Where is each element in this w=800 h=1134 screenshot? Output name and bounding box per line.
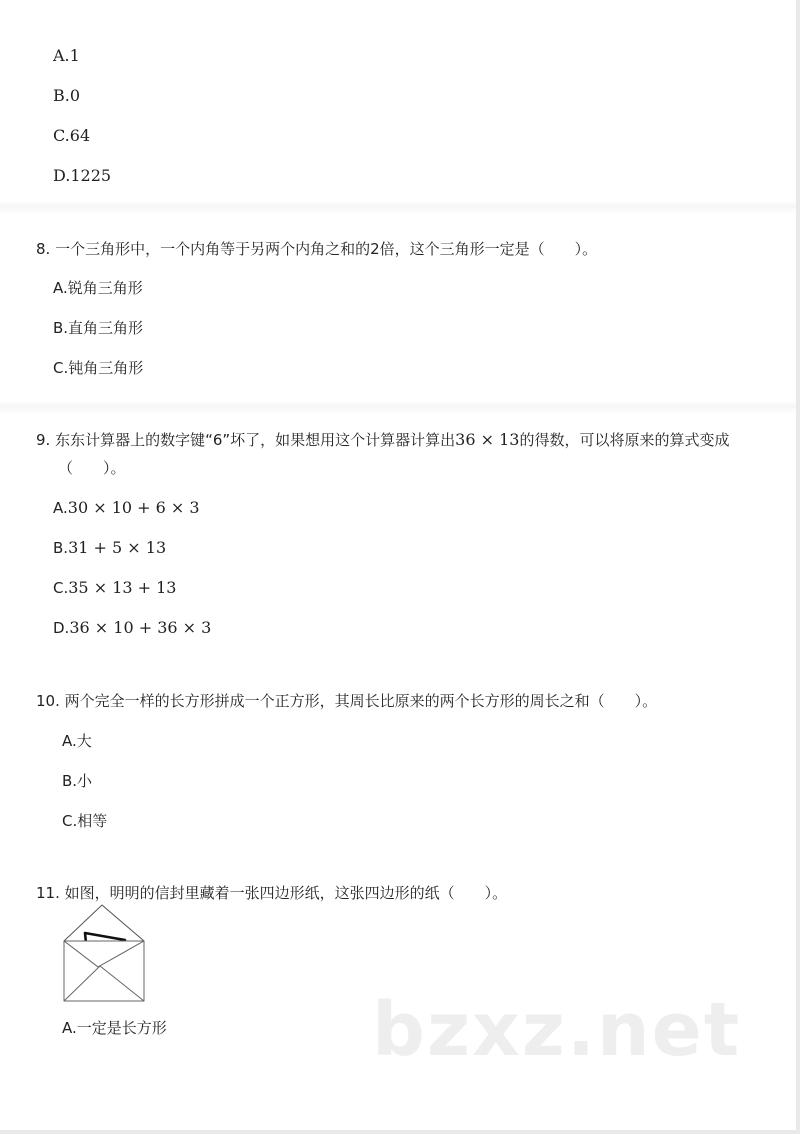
q9-option-math: 30 × 10 + 6 × 3	[67, 498, 200, 517]
watermark-text: bzxz.net	[372, 987, 742, 1073]
q9-option-letter: D.	[53, 619, 70, 637]
q9-option-math: 31 + 5 × 13	[68, 538, 167, 557]
q10-stem: 10. 两个完全一样的长方形拼成一个正方形，其周长比原来的两个长方形的周长之和（ ）。	[36, 692, 658, 710]
page-divider	[0, 400, 796, 414]
q9-stem-line2: （ ）。	[58, 459, 126, 477]
q7-option-d: D.1225	[53, 166, 112, 185]
q9-stem-suffix: 的得数，可以将原来的算式变成	[519, 431, 730, 449]
q7-option-a: A.1	[53, 46, 80, 65]
q7-option-c: C.64	[53, 126, 91, 145]
q8-option-b: B.直角三角形	[53, 319, 144, 337]
q9-option-math: 36 × 10 + 36 × 3	[69, 618, 212, 637]
page-shadow-right	[796, 0, 800, 1134]
page-shadow-bottom	[0, 1130, 800, 1134]
q11-option-a: A.一定是长方形	[62, 1019, 167, 1037]
q10-option-b: B.小	[62, 772, 93, 790]
q7-option-b: B.0	[53, 86, 81, 105]
q9-option-math: 35 × 13 + 13	[68, 578, 177, 597]
q9-option-letter: C.	[53, 579, 69, 597]
q10-option-a: A.大	[62, 732, 92, 750]
q10-option-c: C.相等	[62, 812, 108, 830]
q9-stem-math: 36 × 13	[455, 430, 520, 449]
q9-option-a	[53, 497, 200, 519]
q9-option-b	[53, 537, 166, 559]
q11-stem: 11. 如图，明明的信封里藏着一张四边形纸，这张四边形的纸（ ）。	[36, 884, 508, 902]
q9-option-letter: B.	[53, 539, 69, 557]
q9-option-letter: A.	[53, 499, 68, 517]
q9-stem-line1	[36, 429, 729, 451]
q8-option-a: A.锐角三角形	[53, 279, 143, 297]
q8-option-c: C.钝角三角形	[53, 359, 144, 377]
q9-stem-prefix: 9. 东东计算器上的数字键“6”坏了，如果想用这个计算器计算出	[36, 431, 456, 449]
q9-option-c	[53, 577, 176, 599]
envelope-icon	[55, 903, 155, 1005]
q8-stem: 8. 一个三角形中，一个内角等于另两个内角之和的2倍，这个三角形一定是（ ）。	[36, 240, 598, 258]
q9-option-d	[53, 617, 211, 639]
page-divider	[0, 200, 796, 214]
